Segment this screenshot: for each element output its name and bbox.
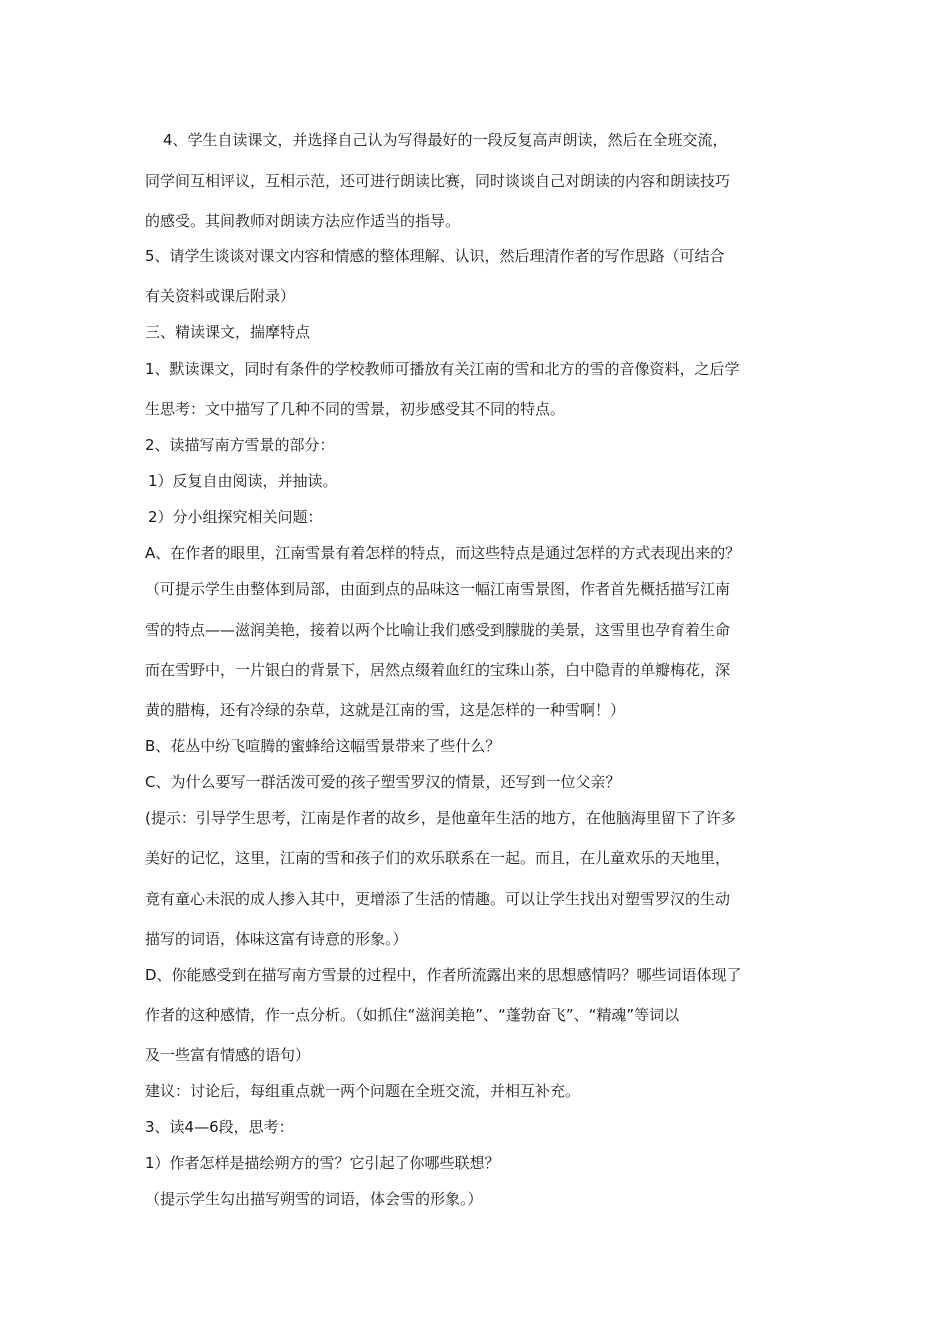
text-line: 同学间互相评议，互相示范，还可进行朗读比赛，同时谈谈自己对朗读的内容和朗读技巧 xyxy=(145,172,731,190)
text-line: 雪的特点——滋润美艳，接着以两个比喻让我们感受到朦胧的美景，这雪里也孕育着生命 xyxy=(145,621,731,639)
text-line: 描写的词语，体味这富有诗意的形象。） xyxy=(145,930,408,948)
text-line: 1）作者怎样是描绘朔方的雪？它引起了你哪些联想？ xyxy=(145,1154,500,1172)
text-line: （提示学生勾出描写朔雪的词语，体会雪的形象。） xyxy=(145,1190,483,1208)
text-line: 的感受。其间教师对朗读方法应作适当的指导。 xyxy=(145,212,461,230)
text-line: B、花丛中纷飞喧腾的蜜蜂给这幅雪景带来了些什么？ xyxy=(145,737,501,755)
section-heading: 三、精读课文，揣摩特点 xyxy=(145,323,311,341)
text-line: 5、请学生谈谈对课文内容和情感的整体理解、认识，然后理清作者的写作思路（可结合 xyxy=(145,247,725,265)
text-line: 黄的腊梅，还有冷绿的杂草，这就是江南的雪，这是怎样的一种雪啊！） xyxy=(145,701,626,719)
text-line: 作者的这种感情，作一点分析。（如抓住“滋润美艳”、“蓬勃奋飞”、“精魂”等词以 xyxy=(145,1006,680,1024)
text-line: 1、默读课文，同时有条件的学校教师可播放有关江南的雪和北方的雪的音像资料，之后学 xyxy=(145,360,740,378)
text-line: A、在作者的眼里，江南雪景有着怎样的特点，而这些特点是通过怎样的方式表现出来的？ xyxy=(145,544,741,562)
text-line: 1）反复自由阅读，并抽读。 xyxy=(148,472,338,490)
text-line: 美好的记忆，这里，江南的雪和孩子们的欢乐联系在一起。而且，在儿童欢乐的天地里， xyxy=(145,849,731,867)
text-line: 而在雪野中，一片银白的背景下，居然点缀着血红的宝珠山茶，白中隐青的单瓣梅花，深 xyxy=(145,661,731,679)
text-line: 2、读描写南方雪景的部分： xyxy=(145,436,335,454)
text-line: （可提示学生由整体到局部，由面到点的品味这一幅江南雪景图，作者首先概括描写江南 xyxy=(145,580,731,598)
text-line: 建议：讨论后，每组重点就一两个问题在全班交流，并相互补充。 xyxy=(145,1082,581,1100)
text-line: C、为什么要写一群活泼可爱的孩子塑雪罗汉的情景，还写到一位父亲？ xyxy=(145,773,621,791)
text-line: 2）分小组探究相关问题： xyxy=(148,508,323,526)
text-line: 有关资料或课后附录） xyxy=(145,287,296,305)
text-line: 及一些富有情感的语句） xyxy=(145,1046,311,1064)
text-line: 生思考：文中描写了几种不同的雪景，初步感受其不同的特点。 xyxy=(145,400,566,418)
text-line: 4、学生自读课文，并选择自己认为写得最好的一段反复高声朗读，然后在全班交流， xyxy=(163,131,728,149)
text-line: 3、读4—6段，思考： xyxy=(145,1118,294,1136)
text-line: (提示：引导学生思考，江南是作者的故乡，是他童年生活的地方，在他脑海里留下了许多 xyxy=(145,809,736,827)
text-line: 竟有童心未泯的成人掺入其中，更增添了生活的情趣。可以让学生找出对塑雪罗汉的生动 xyxy=(145,890,731,908)
text-line: D、你能感受到在描写南方雪景的过程中，作者所流露出来的思想感情吗？哪些词语体现了 xyxy=(145,966,742,984)
